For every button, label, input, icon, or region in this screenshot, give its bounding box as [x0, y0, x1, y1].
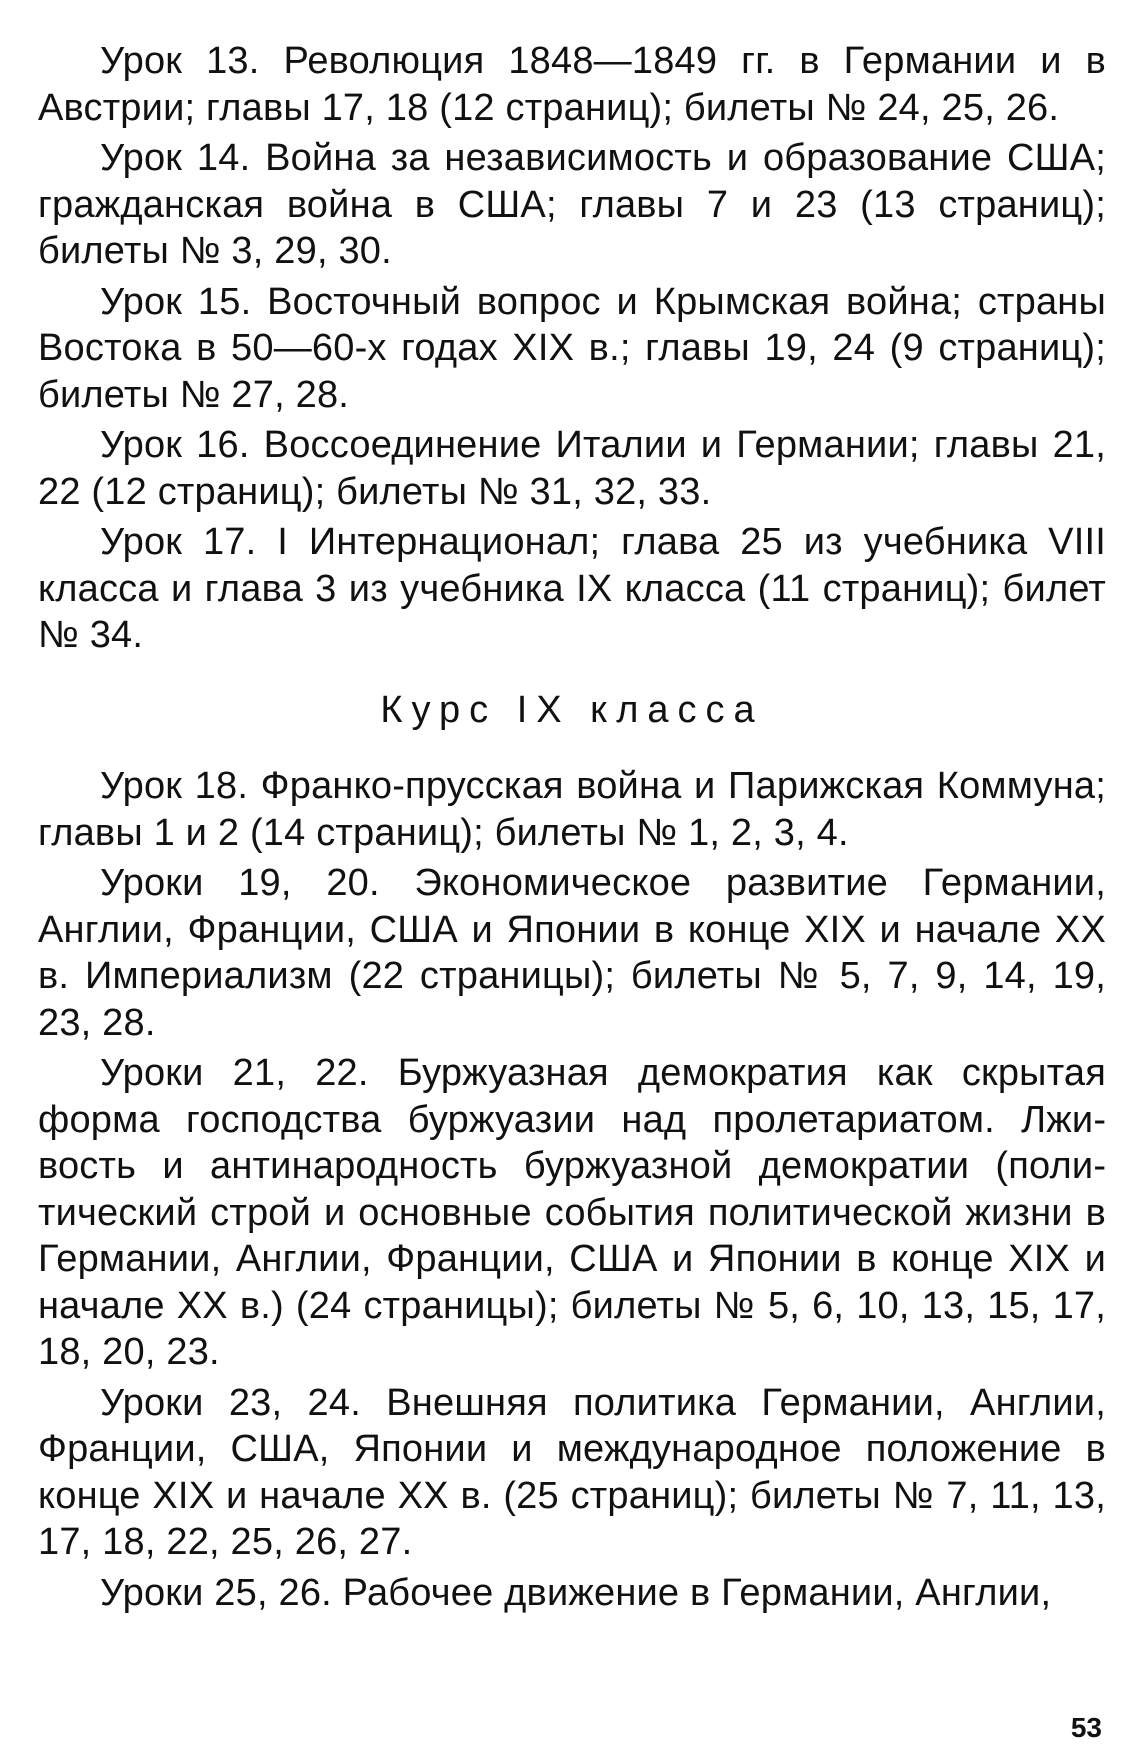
paragraph-lesson-15: Урок 15. Восточный вопрос и Крымская война; страны Востока в 50—60-х годах XIX в.; главы 19, 24 (9 страниц); билеты № 27, 28.: [38, 280, 1106, 416]
section-heading: Курс IX класса: [380, 688, 764, 731]
paragraph-lesson-16: Урок 16. Воссоединение Италии и Германии; главы 21, 22 (12 страниц); билеты № 31, 32, 33.: [38, 424, 1106, 513]
page-number: 53: [1070, 1712, 1102, 1743]
paragraph-lessons-25-26: Уроки 25, 26. Рабочее движение в Германии, Англии,: [100, 1571, 1052, 1614]
page-body: [38, 38, 1106, 1620]
paragraph-lesson-18: Урок 18. Франко-прусская война и Парижская Коммуна; главы 1 и 2 (14 страниц); билеты № 1, 2, 3, 4.: [38, 765, 1106, 854]
paragraph-lesson-14: Урок 14. Война за независимость и образование США; гражданская война в США; главы 7 и 23 (13 страниц); билеты № 3, 29, 30.: [38, 137, 1106, 272]
paragraph-lesson-13: Урок 13. Революция 1848—1849 гг. в Германии и в Австрии; главы 17, 18 (12 страниц); билеты № 24, 25, 26.: [38, 40, 1106, 129]
paragraph-lessons-23-24: Уроки 23, 24. Внешняя политика Германии, Англии, Франции, США, Японии и международное положение в конце XIX и начале XX в. (25 страниц); билеты № 7, 11, 13, 17, 18, 22, 25, 26, 27.: [38, 1381, 1106, 1563]
paragraph-lessons-21-22: Уроки 21, 22. Буржуазная демократия как скрытая форма господства буржуазии над пролетариатом. Лживость и антинародность буржуазной демократии (политический строй и основные события политической жизни в Германии, Англии, Франции, США и Японии в конце XIX и начале XX в.) (24 страницы); билеты № 5, 6, 10, 13, 15, 17, 18, 20, 23.: [38, 1052, 1106, 1373]
paragraph-lessons-19-20: Уроки 19, 20. Экономическое развитие Германии, Англии, Франции, США и Японии в конце XIX и начале XX в. Империализм (22 страницы); билеты № 5, 7, 9, 14, 19, 23, 28.: [38, 862, 1106, 1044]
paragraph-lesson-17: Урок 17. I Интернационал; глава 25 из учебника VIII класса и глава 3 из учебника IX класса (11 страниц); билет № 34.: [38, 521, 1106, 656]
